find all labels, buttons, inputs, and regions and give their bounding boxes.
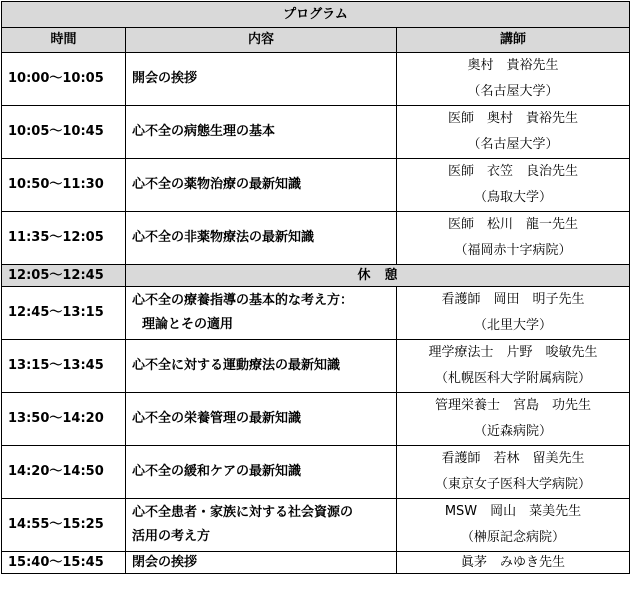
topic-text: 心不全に対する運動療法の最新知識 <box>132 358 341 373</box>
topic-text: 心不全患者・家族に対する社会資源の <box>132 505 354 520</box>
topic-text: 心不全の療養指導の基本的な考え方： <box>132 293 354 308</box>
topic-cell <box>126 212 397 265</box>
lecturer-name: 理学療法士 片野 唆敏先生 <box>428 345 598 360</box>
time-cell: 10:50〜11:30 <box>2 159 126 212</box>
lecturer-name: 管理栄養士 宮島 功先生 <box>435 398 592 413</box>
table-row <box>2 393 630 446</box>
time-cell: 12:45〜13:15 <box>2 287 126 340</box>
lecturer-cell <box>397 499 630 552</box>
lecturer-cell <box>397 287 630 340</box>
time-cell: 14:55〜15:25 <box>2 499 126 552</box>
topic-cell <box>126 53 397 106</box>
topic-text-continued: 活用の考え方 <box>132 529 211 544</box>
header-time: 時間 <box>2 28 126 53</box>
time-cell: 13:15〜13:45 <box>2 340 126 393</box>
break-label: 休憩 <box>126 265 630 287</box>
lecturer-affiliation: （東京女子医科大学病院） <box>435 477 592 492</box>
lecturer-name: 奥村 貴裕先生 <box>467 58 559 73</box>
lecturer-name: 看護師 岡田 明子先生 <box>441 292 585 307</box>
lecturer-affiliation: （名古屋大学） <box>467 84 559 99</box>
topic-cell <box>126 446 397 499</box>
lecturer-name: 医師 松川 龍一先生 <box>448 217 579 232</box>
topic-cell <box>126 106 397 159</box>
lecturer-cell <box>397 393 630 446</box>
table-row <box>2 446 630 499</box>
time-cell: 10:00〜10:05 <box>2 53 126 106</box>
topic-text: 開会の挨拶 <box>132 71 198 86</box>
topic-cell <box>126 340 397 393</box>
lecturer-name: MSW 岡山 菜美先生 <box>444 504 582 519</box>
lecturer-cell <box>397 212 630 265</box>
table-row <box>2 212 630 265</box>
lecturer-affiliation: （福岡赤十字病院） <box>454 243 572 258</box>
lecturer-cell <box>397 106 630 159</box>
program-table <box>1 1 630 574</box>
lecturer-affiliation: （鳥取大学） <box>474 190 553 205</box>
topic-cell <box>126 499 397 552</box>
time-cell: 14:20〜14:50 <box>2 446 126 499</box>
time-cell: 13:50〜14:20 <box>2 393 126 446</box>
lecturer-cell: 眞茅 みゆき先生 <box>397 552 630 574</box>
lecturer-cell <box>397 53 630 106</box>
break-row <box>2 265 630 287</box>
topic-text: 心不全の非薬物療法の最新知識 <box>132 230 315 245</box>
table-row <box>2 552 630 574</box>
topic-cell <box>126 287 397 340</box>
lecturer-affiliation: （近森病院） <box>474 424 553 439</box>
lecturer-name: 看護師 若林 留美先生 <box>441 451 585 466</box>
lecturer-affiliation: （榊原記念病院） <box>461 530 566 545</box>
topic-text-continued: 理論とその適用 <box>142 317 234 332</box>
time-cell: 11:35〜12:05 <box>2 212 126 265</box>
lecturer-name: 医師 衣笠 良治先生 <box>448 164 579 179</box>
table-row <box>2 159 630 212</box>
lecturer-affiliation: （北里大学） <box>474 318 553 333</box>
time-cell: 15:40〜15:45 <box>2 552 126 574</box>
topic-text: 心不全の薬物治療の最新知識 <box>132 177 302 192</box>
lecturer-affiliation: （名古屋大学） <box>467 137 559 152</box>
lecturer-cell <box>397 159 630 212</box>
program-title: プログラム <box>2 2 630 28</box>
table-row <box>2 287 630 340</box>
topic-cell <box>126 159 397 212</box>
lecturer-name: 医師 奥村 貴裕先生 <box>448 111 579 126</box>
table-row <box>2 340 630 393</box>
header-lecturer: 講師 <box>397 28 630 53</box>
topic-cell <box>126 393 397 446</box>
topic-text: 心不全の病態生理の基本 <box>132 124 276 139</box>
topic-text: 心不全の栄養管理の最新知識 <box>132 411 302 426</box>
lecturer-affiliation: （札幌医科大学附属病院） <box>435 371 592 386</box>
lecturer-cell <box>397 446 630 499</box>
table-row <box>2 106 630 159</box>
topic-text: 心不全の緩和ケアの最新知識 <box>132 464 302 479</box>
time-cell: 10:05〜10:45 <box>2 106 126 159</box>
break-time: 12:05〜12:45 <box>2 265 126 287</box>
topic-cell: 閉会の挨拶 <box>126 552 397 574</box>
header-content: 内容 <box>126 28 397 53</box>
lecturer-cell <box>397 340 630 393</box>
table-row <box>2 53 630 106</box>
table-row <box>2 499 630 552</box>
